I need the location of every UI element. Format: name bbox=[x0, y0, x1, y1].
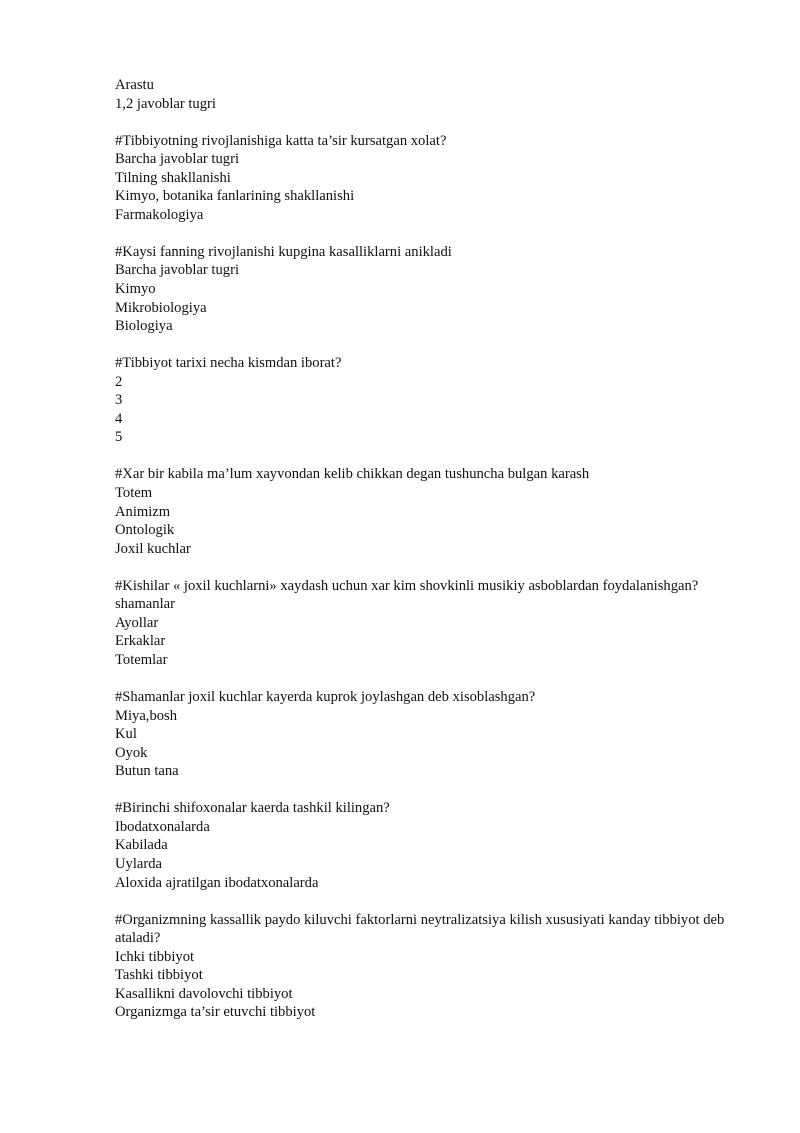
answer-option bbox=[115, 1078, 725, 1097]
answer-option: Kimyo bbox=[115, 281, 156, 298]
blank-line bbox=[115, 558, 725, 577]
answer-option: Kabilada bbox=[115, 837, 168, 854]
answer-option: Biologiya bbox=[115, 318, 173, 335]
question-text: #Xar bir kabila ma’lum xayvondan kelib chikkan degan tushuncha bulgan karash bbox=[115, 466, 590, 483]
answer-option: shamanlar bbox=[115, 596, 175, 613]
answer-option: 4 bbox=[115, 410, 123, 427]
question-block bbox=[115, 911, 728, 1022]
blank-line bbox=[115, 224, 725, 243]
answer-option: Ibodatxonalarda bbox=[115, 818, 210, 835]
answer-option: Barcha javoblar tugri bbox=[115, 262, 239, 279]
answer-option: Erkaklar bbox=[115, 633, 166, 650]
answer-option: 2 bbox=[115, 373, 123, 390]
question-text: #Kaysi fanning rivojlanishi kupgina kasalliklarni anikladi bbox=[115, 243, 452, 260]
answer-option bbox=[115, 1096, 725, 1115]
answer-option: Animizm bbox=[115, 503, 171, 520]
answer-option: 3 bbox=[115, 392, 123, 409]
answer-option: Totem bbox=[115, 485, 153, 502]
answer-option: Tilning shakllanishi bbox=[115, 169, 231, 186]
blank-line bbox=[115, 781, 725, 800]
question-block bbox=[115, 799, 725, 892]
answer-option: Kimyo, botanika fanlarining shakllanishi bbox=[115, 188, 355, 205]
blank-line bbox=[115, 336, 725, 355]
blank-line bbox=[115, 892, 725, 911]
question-text: #Tibbiyotning rivojlanishiga katta ta’sir kursatgan xolat? bbox=[115, 132, 447, 149]
answer-option: Farmakologiya bbox=[115, 206, 204, 223]
answer-option: Ichki tibbiyot bbox=[115, 948, 195, 965]
question-text: #Kishilar « joxil kuchlarni» xaydash uchun xar kim shovkinli musikiy asboblardan foydalanishgan? bbox=[115, 577, 699, 594]
blank-line bbox=[115, 670, 725, 689]
answer-option: Kul bbox=[115, 726, 137, 743]
intro-line: Arastu bbox=[115, 77, 154, 93]
answer-option bbox=[115, 1059, 725, 1078]
answer-option: Joxil kuchlar bbox=[115, 540, 191, 557]
intro-block bbox=[115, 76, 725, 113]
answer-option bbox=[115, 1115, 725, 1133]
answer-option: Mikrobiologiya bbox=[115, 299, 207, 316]
blank-line bbox=[115, 1022, 725, 1041]
answer-option: Butun tana bbox=[115, 763, 179, 780]
answer-option: Totemlar bbox=[115, 651, 168, 668]
question-block bbox=[115, 354, 725, 447]
answer-option: Miya,bosh bbox=[115, 707, 178, 724]
question-block bbox=[115, 688, 725, 781]
question-text: #Organizmning kassallik paydo kiluvchi faktorlarni neytralizatsiya kilish xususiyati kanday tibbiyot deb ataladi? bbox=[115, 911, 728, 947]
answer-option: Ontologik bbox=[115, 522, 175, 539]
question-text: #Shamanlar joxil kuchlar kayerda kuprok joylashgan deb xisoblashgan? bbox=[115, 689, 536, 706]
question-text bbox=[115, 1040, 725, 1059]
answer-option: Organizmga ta’sir etuvchi tibbiyot bbox=[115, 1004, 316, 1021]
blank-line bbox=[115, 447, 725, 466]
blank-line bbox=[115, 113, 725, 132]
answer-option: Aloxida ajratilgan ibodatxonalarda bbox=[115, 874, 319, 891]
question-text: #Birinchi shifoxonalar kaerda tashkil kilingan? bbox=[115, 800, 390, 817]
answer-option: 5 bbox=[115, 429, 123, 446]
question-block bbox=[115, 132, 725, 225]
answer-option: Uylarda bbox=[115, 855, 163, 872]
intro-line: 1,2 javoblar tugri bbox=[115, 95, 216, 112]
answer-option: Tashki tibbiyot bbox=[115, 967, 203, 984]
answer-option: Ayollar bbox=[115, 614, 159, 631]
answer-option: Oyok bbox=[115, 744, 148, 761]
answer-option: Barcha javoblar tugri bbox=[115, 151, 239, 168]
question-block bbox=[115, 465, 725, 558]
answer-option: Kasallikni davolovchi tibbiyot bbox=[115, 985, 293, 1002]
document-body bbox=[115, 76, 728, 1133]
question-block bbox=[115, 243, 725, 336]
question-block bbox=[115, 577, 725, 670]
question-block bbox=[115, 1040, 725, 1133]
question-text: #Tibbiyot tarixi necha kismdan iborat? bbox=[115, 355, 342, 372]
